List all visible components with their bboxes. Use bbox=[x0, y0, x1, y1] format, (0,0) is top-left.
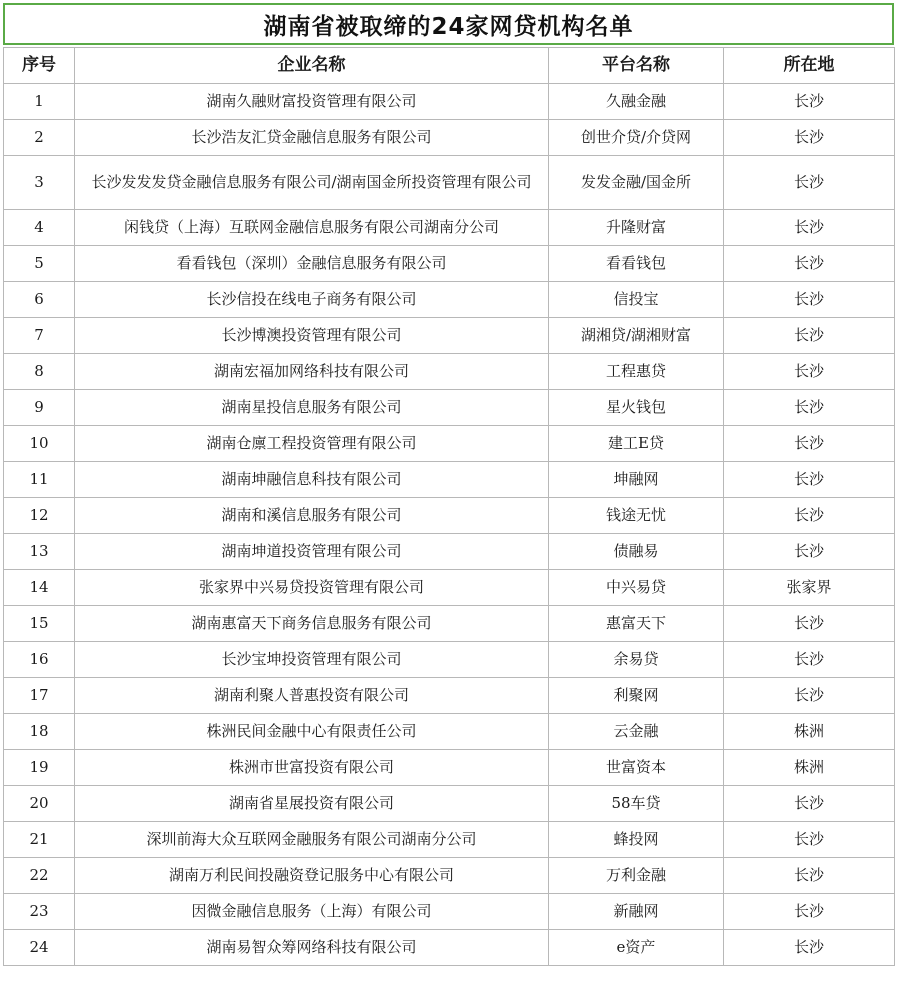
cell-location[interactable]: 长沙 bbox=[724, 156, 895, 210]
cell-company-name[interactable]: 长沙信投在线电子商务有限公司 bbox=[75, 282, 549, 318]
cell-platform-name[interactable]: 看看钱包 bbox=[549, 246, 724, 282]
table-row bbox=[4, 282, 895, 318]
cell-company-name[interactable]: 长沙宝坤投资管理有限公司 bbox=[75, 642, 549, 678]
table-row bbox=[4, 570, 895, 606]
cell-company-name[interactable]: 湖南坤融信息科技有限公司 bbox=[75, 462, 549, 498]
cell-company-name[interactable]: 株洲民间金融中心有限责任公司 bbox=[75, 714, 549, 750]
cell-platform-name[interactable]: 湖湘贷/湖湘财富 bbox=[549, 318, 724, 354]
cell-company-name[interactable]: 闲钱贷（上海）互联网金融信息服务有限公司湖南分公司 bbox=[75, 210, 549, 246]
cell-location[interactable]: 株洲 bbox=[724, 750, 895, 786]
cell-company-name[interactable]: 湖南和溪信息服务有限公司 bbox=[75, 498, 549, 534]
cell-company-name[interactable]: 湖南利聚人普惠投资有限公司 bbox=[75, 678, 549, 714]
cell-serial-number[interactable]: 18 bbox=[4, 714, 75, 750]
lending-platform-table bbox=[3, 47, 895, 966]
cell-platform-name[interactable]: 中兴易贷 bbox=[549, 570, 724, 606]
cell-location[interactable]: 长沙 bbox=[724, 642, 895, 678]
cell-company-name[interactable]: 湖南久融财富投资管理有限公司 bbox=[75, 84, 549, 120]
cell-location[interactable]: 长沙 bbox=[724, 930, 895, 966]
cell-platform-name[interactable]: 新融网 bbox=[549, 894, 724, 930]
cell-location[interactable]: 长沙 bbox=[724, 858, 895, 894]
cell-location[interactable]: 长沙 bbox=[724, 282, 895, 318]
table-row bbox=[4, 246, 895, 282]
table-row bbox=[4, 750, 895, 786]
cell-location[interactable]: 长沙 bbox=[724, 894, 895, 930]
cell-platform-name[interactable]: 惠富天下 bbox=[549, 606, 724, 642]
table-row bbox=[4, 894, 895, 930]
cell-location[interactable]: 长沙 bbox=[724, 462, 895, 498]
cell-location[interactable]: 长沙 bbox=[724, 84, 895, 120]
cell-serial-number[interactable]: 22 bbox=[4, 858, 75, 894]
cell-platform-name[interactable]: 58车贷 bbox=[549, 786, 724, 822]
cell-company-name[interactable]: 深圳前海大众互联网金融服务有限公司湖南分公司 bbox=[75, 822, 549, 858]
table-row bbox=[4, 156, 895, 210]
cell-serial-number[interactable]: 10 bbox=[4, 426, 75, 462]
cell-platform-name[interactable]: 发发金融/国金所 bbox=[549, 156, 724, 210]
table-row bbox=[4, 606, 895, 642]
cell-serial-number[interactable]: 21 bbox=[4, 822, 75, 858]
cell-company-name[interactable]: 湖南仓廪工程投资管理有限公司 bbox=[75, 426, 549, 462]
cell-serial-number[interactable]: 2 bbox=[4, 120, 75, 156]
cell-serial-number[interactable]: 17 bbox=[4, 678, 75, 714]
cell-location[interactable]: 长沙 bbox=[724, 678, 895, 714]
cell-serial-number[interactable]: 9 bbox=[4, 390, 75, 426]
cell-company-name[interactable]: 株洲市世富投资有限公司 bbox=[75, 750, 549, 786]
cell-serial-number[interactable]: 16 bbox=[4, 642, 75, 678]
cell-platform-name[interactable]: 久融金融 bbox=[549, 84, 724, 120]
cell-company-name[interactable]: 湖南省星展投资有限公司 bbox=[75, 786, 549, 822]
cell-serial-number[interactable]: 1 bbox=[4, 84, 75, 120]
cell-platform-name[interactable]: 建工E贷 bbox=[549, 426, 724, 462]
cell-platform-name[interactable]: 债融易 bbox=[549, 534, 724, 570]
cell-platform-name[interactable]: 余易贷 bbox=[549, 642, 724, 678]
cell-serial-number[interactable]: 12 bbox=[4, 498, 75, 534]
cell-company-name[interactable]: 湖南星投信息服务有限公司 bbox=[75, 390, 549, 426]
cell-serial-number[interactable]: 5 bbox=[4, 246, 75, 282]
table-row bbox=[4, 120, 895, 156]
cell-serial-number[interactable]: 6 bbox=[4, 282, 75, 318]
table-row bbox=[4, 534, 895, 570]
cell-serial-number[interactable]: 7 bbox=[4, 318, 75, 354]
table-row bbox=[4, 678, 895, 714]
cell-platform-name[interactable]: e资产 bbox=[549, 930, 724, 966]
cell-company-name[interactable]: 湖南万利民间投融资登记服务中心有限公司 bbox=[75, 858, 549, 894]
cell-company-name[interactable]: 看看钱包（深圳）金融信息服务有限公司 bbox=[75, 246, 549, 282]
cell-serial-number[interactable]: 3 bbox=[4, 156, 75, 210]
cell-location[interactable]: 长沙 bbox=[724, 426, 895, 462]
cell-platform-name[interactable]: 创世介贷/介贷网 bbox=[549, 120, 724, 156]
cell-location[interactable]: 长沙 bbox=[724, 318, 895, 354]
cell-company-name[interactable]: 张家界中兴易贷投资管理有限公司 bbox=[75, 570, 549, 606]
cell-location[interactable]: 长沙 bbox=[724, 390, 895, 426]
cell-location[interactable]: 长沙 bbox=[724, 786, 895, 822]
table-row bbox=[4, 84, 895, 120]
cell-company-name[interactable]: 长沙发发发贷金融信息服务有限公司/湖南国金所投资管理有限公司 bbox=[75, 156, 549, 210]
table-row bbox=[4, 786, 895, 822]
cell-platform-name[interactable]: 利聚网 bbox=[549, 678, 724, 714]
table-row bbox=[4, 930, 895, 966]
cell-serial-number[interactable]: 4 bbox=[4, 210, 75, 246]
header-platform-name[interactable]: 平台名称 bbox=[549, 48, 724, 84]
cell-serial-number[interactable]: 13 bbox=[4, 534, 75, 570]
cell-platform-name[interactable]: 世富资本 bbox=[549, 750, 724, 786]
cell-location[interactable]: 长沙 bbox=[724, 210, 895, 246]
table-row bbox=[4, 318, 895, 354]
cell-platform-name[interactable]: 云金融 bbox=[549, 714, 724, 750]
table-row bbox=[4, 354, 895, 390]
cell-location[interactable]: 张家界 bbox=[724, 570, 895, 606]
cell-serial-number[interactable]: 11 bbox=[4, 462, 75, 498]
header-row bbox=[4, 48, 895, 84]
table-title[interactable]: 湖南省被取缔的24家网贷机构名单 bbox=[3, 3, 894, 45]
cell-serial-number[interactable]: 20 bbox=[4, 786, 75, 822]
table-row bbox=[4, 858, 895, 894]
cell-location[interactable]: 长沙 bbox=[724, 822, 895, 858]
cell-platform-name[interactable]: 钱途无忧 bbox=[549, 498, 724, 534]
table-row bbox=[4, 714, 895, 750]
cell-serial-number[interactable]: 23 bbox=[4, 894, 75, 930]
cell-company-name[interactable]: 因微金融信息服务（上海）有限公司 bbox=[75, 894, 549, 930]
cell-location[interactable]: 长沙 bbox=[724, 534, 895, 570]
cell-company-name[interactable]: 长沙浩友汇贷金融信息服务有限公司 bbox=[75, 120, 549, 156]
cell-company-name[interactable]: 长沙博澳投资管理有限公司 bbox=[75, 318, 549, 354]
cell-company-name[interactable]: 湖南惠富天下商务信息服务有限公司 bbox=[75, 606, 549, 642]
cell-platform-name[interactable]: 信投宝 bbox=[549, 282, 724, 318]
cell-serial-number[interactable]: 8 bbox=[4, 354, 75, 390]
cell-company-name[interactable]: 湖南坤道投资管理有限公司 bbox=[75, 534, 549, 570]
cell-location[interactable]: 长沙 bbox=[724, 498, 895, 534]
table-row bbox=[4, 498, 895, 534]
cell-location[interactable]: 长沙 bbox=[724, 354, 895, 390]
cell-location[interactable]: 株洲 bbox=[724, 714, 895, 750]
cell-serial-number[interactable]: 14 bbox=[4, 570, 75, 606]
table-row bbox=[4, 426, 895, 462]
cell-platform-name[interactable]: 蜂投网 bbox=[549, 822, 724, 858]
cell-serial-number[interactable]: 19 bbox=[4, 750, 75, 786]
header-location[interactable]: 所在地 bbox=[724, 48, 895, 84]
cell-platform-name[interactable]: 万利金融 bbox=[549, 858, 724, 894]
table-row bbox=[4, 390, 895, 426]
cell-platform-name[interactable]: 坤融网 bbox=[549, 462, 724, 498]
header-company-name[interactable]: 企业名称 bbox=[75, 48, 549, 84]
cell-platform-name[interactable]: 星火钱包 bbox=[549, 390, 724, 426]
table-row bbox=[4, 462, 895, 498]
header-serial-number[interactable]: 序号 bbox=[4, 48, 75, 84]
table-row bbox=[4, 822, 895, 858]
cell-company-name[interactable]: 湖南宏福加网络科技有限公司 bbox=[75, 354, 549, 390]
cell-location[interactable]: 长沙 bbox=[724, 246, 895, 282]
table-row bbox=[4, 642, 895, 678]
table-row bbox=[4, 210, 895, 246]
cell-serial-number[interactable]: 24 bbox=[4, 930, 75, 966]
cell-location[interactable]: 长沙 bbox=[724, 120, 895, 156]
cell-platform-name[interactable]: 升隆财富 bbox=[549, 210, 724, 246]
cell-serial-number[interactable]: 15 bbox=[4, 606, 75, 642]
cell-location[interactable]: 长沙 bbox=[724, 606, 895, 642]
cell-platform-name[interactable]: 工程惠贷 bbox=[549, 354, 724, 390]
cell-company-name[interactable]: 湖南易智众筹网络科技有限公司 bbox=[75, 930, 549, 966]
